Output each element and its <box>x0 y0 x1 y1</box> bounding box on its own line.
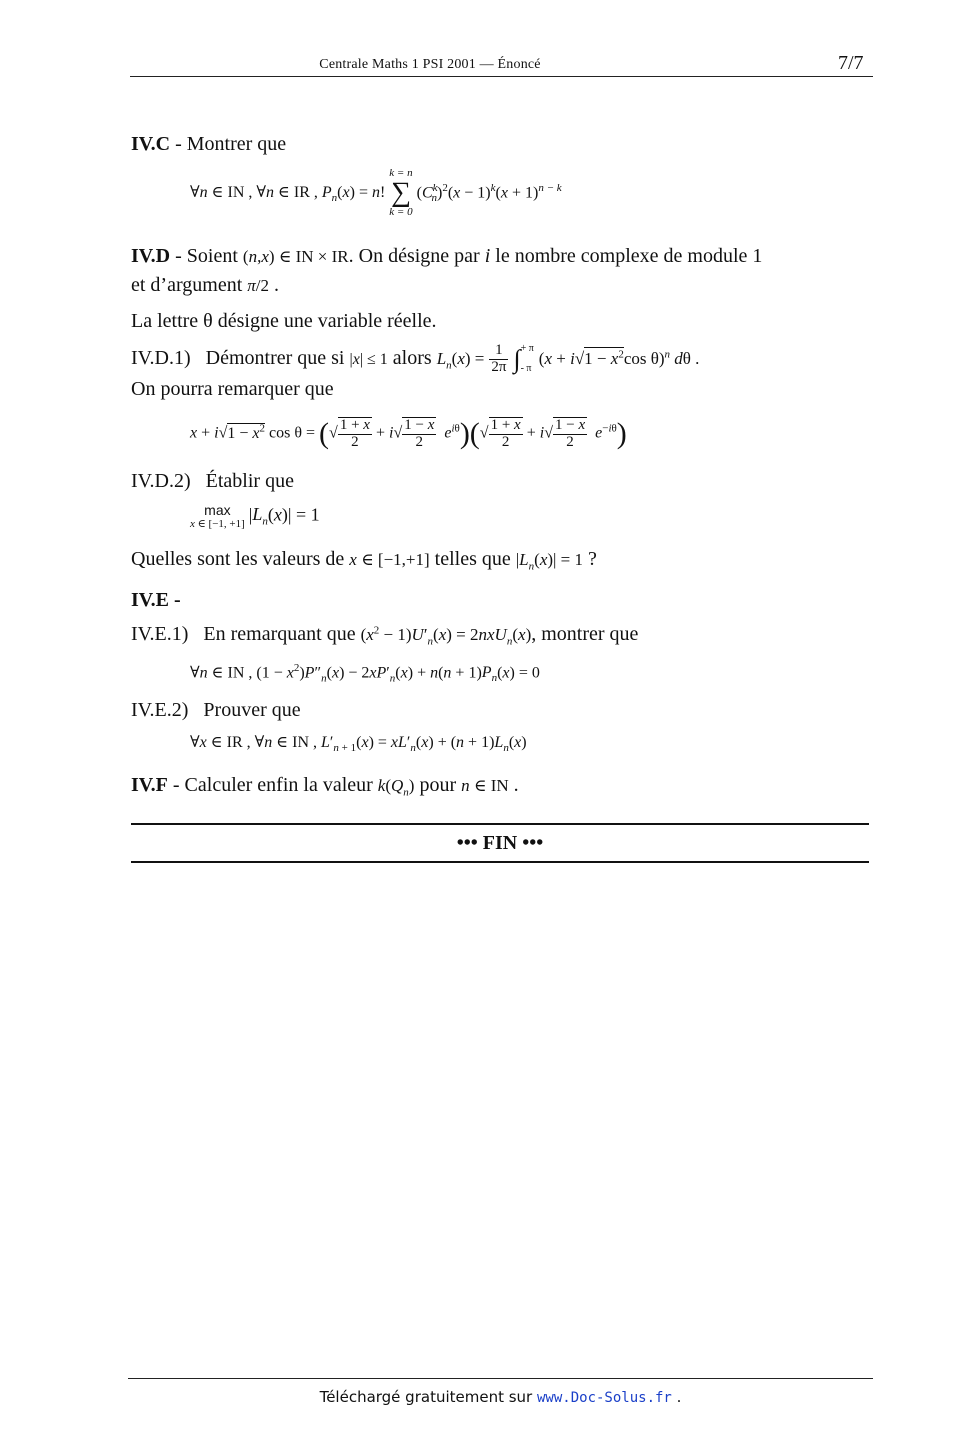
question-ive2: IV.E.2) Prouver que <box>131 699 301 721</box>
formula-pn-ode: ∀n ∈ IN , $(1 - x^2)P''_n(x) - 2xP'_n(x) + n(n + 1)P_n(x) = 0$ <box>190 662 540 685</box>
formula-ln-recurrence: ∀x ∈ IR , ∀n ∈ IN , $L'_{n + 1}(x) = xL'_n(x) + (n + 1)L_n(x)$ <box>190 734 527 755</box>
question-ivd2: IV.D.2) Établir que <box>131 470 294 492</box>
footer-rule <box>128 1378 873 1379</box>
section-label-ivc: IV.C <box>131 133 171 155</box>
fin-marker: ••• FIN ••• <box>456 832 544 854</box>
page-number: 7/7 <box>838 52 864 74</box>
page-header-title: Centrale Maths 1 PSI 2001 — Énoncé <box>319 57 541 72</box>
remarque-line: On pourra remarquer que <box>131 378 334 400</box>
section-label-ivd: IV.D <box>131 245 171 267</box>
footer-text: Téléchargé gratuitement sur <box>319 1388 533 1406</box>
fin-rule-top <box>131 823 869 825</box>
fin-rule-bottom <box>131 861 869 863</box>
theta-sentence: La lettre θ désigne une variable réelle. <box>131 310 437 332</box>
section-ivd: IV.D - Soient (n,x) ∈ IN × IR. On désigne par i le nombre complexe de module 1 <box>131 245 763 267</box>
question-ive1: IV.E.1) En remarquant que $(x^2 - 1)U'_n(x) = 2nxU_n(x)$, montrer que <box>131 623 639 648</box>
footer: Téléchargé gratuitement sur www.Doc-Solus.fr . <box>319 1388 682 1406</box>
section-ivc: IV.C - Montrer que <box>131 133 287 155</box>
section-label-ive: IV.E - <box>131 589 181 611</box>
formula-factorisation: $x + i√1 - x^2$ cos θ = (√ $\frac{1 + x}{2}$ + i√ $\frac{1 - x}{2}$ $e^{i\theta})(√$ $\frac{1 + x}{2}$ + i√ $\frac{1 - x}{2}$ $e^{-i\theta}$) <box>190 417 627 450</box>
header-rule <box>130 76 873 77</box>
formula-pn-sum: ∀n ∈ IN , ∀n ∈ IR , $P_n(x) = n$! k = n ∑ k = 0 $(C^k_n)^2(x - 1)^k(x + 1)^{n - k}$ <box>190 167 562 218</box>
question-ivd1: IV.D.1) Démontrer que si |x| ≤ 1 alors $L_n(x)$ = $\frac{1}{2\pi}$ ∫ + π - π ($x + i√1 - x^2\cos$ θ)$^n$ dθ . <box>131 342 700 375</box>
section-ivc-text: Montrer que <box>186 133 287 155</box>
section-ivf: IV.F - Calculer enfin la valeur $k(Q_n)$ pour n ∈ IN . <box>131 774 519 799</box>
formula-max-ln: max x ∈ [−1, +1] $|L_n(x)| = 1$ <box>190 502 320 531</box>
section-label-ivf: IV.F <box>131 774 168 796</box>
question-values: Quelles sont les valeurs de x ∈ [−1,+1] telles que $|L_n(x)| = 1$ ? <box>131 548 597 573</box>
footer-link[interactable]: www.Doc-Solus.fr <box>537 1390 672 1406</box>
section-ivd-line2: et d’argument π/2 . <box>131 274 280 296</box>
